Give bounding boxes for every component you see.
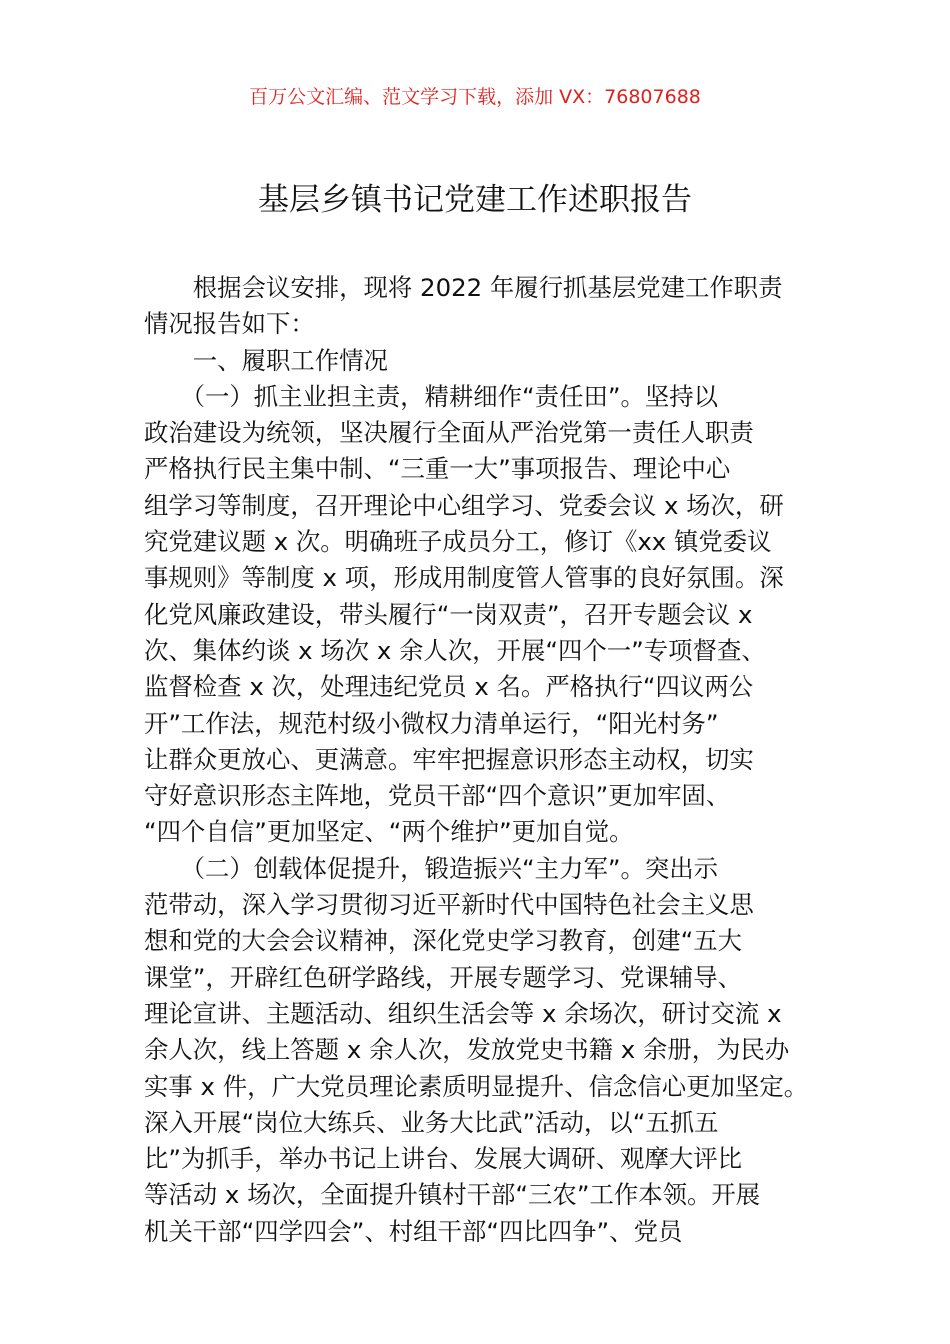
body-line: 政治建设为统领，坚决履行全面从严治党第一责任人职责 bbox=[144, 418, 754, 448]
body-line: 组学习等制度，召开理论中心组学习、党委会议 x 场次，研 bbox=[144, 490, 784, 520]
body-line: 课堂”，开辟红色研学路线，开展专题学习、党课辅导、 bbox=[144, 962, 743, 992]
body-line: 余人次，线上答题 x 余人次，发放党史书籍 x 余册，为民办 bbox=[144, 1035, 790, 1065]
body-line: 守好意识形态主阵地，党员干部“四个意识”更加牢固、 bbox=[144, 781, 731, 811]
section-heading: 一、履职工作情况 bbox=[144, 345, 388, 375]
body-line: 开”工作法，规范村级小微权力清单运行，“阳光村务” bbox=[144, 708, 719, 738]
body-line: 事规则》等制度 x 项，形成用制度管人管事的良好氛围。深 bbox=[144, 563, 784, 593]
header-note: 百万公文汇编、范文学习下载，添加 VX：76807688 bbox=[249, 86, 701, 108]
body-line: 等活动 x 场次，全面提升镇村干部“三农”工作本领。开展 bbox=[144, 1180, 761, 1210]
document-body bbox=[144, 270, 814, 1250]
body-line: （一）抓主业担主责，精耕细作“责任田”。坚持以 bbox=[144, 381, 719, 411]
body-line: 范带动，深入学习贯彻习近平新时代中国特色社会主义思 bbox=[144, 890, 754, 920]
body-line: 次、集体约谈 x 场次 x 余人次，开展“四个一”专项督查、 bbox=[144, 635, 766, 665]
body-line: 想和党的大会会议精神，深化党史学习教育，创建“五大 bbox=[144, 926, 743, 956]
body-line: 情况报告如下： bbox=[144, 309, 315, 339]
body-line: 让群众更放心、更满意。牢牢把握意识形态主动权，切实 bbox=[144, 744, 754, 774]
body-line: 机关干部“四学四会”、村组干部“四比四争”、党员 bbox=[144, 1216, 683, 1246]
body-line: “四个自信”更加坚定、“两个维护”更加自觉。 bbox=[144, 817, 634, 847]
body-line: 根据会议安排，现将 2022 年履行抓基层党建工作职责 bbox=[144, 273, 783, 302]
body-line: 究党建议题 x 次。明确班子成员分工，修订《xx 镇党委议 bbox=[144, 527, 772, 557]
body-line: 监督检查 x 次，处理违纪党员 x 名。严格执行“四议两公 bbox=[144, 672, 754, 702]
document-title: 基层乡镇书记党建工作述职报告 bbox=[258, 182, 692, 218]
body-line: 实事 x 件，广大党员理论素质明显提升、信念信心更加坚定。 bbox=[144, 1071, 809, 1101]
body-line: 严格执行民主集中制、“三重一大”事项报告、理论中心 bbox=[144, 454, 731, 484]
body-line: 理论宣讲、主题活动、组织生活会等 x 余场次，研讨交流 x bbox=[144, 998, 782, 1028]
body-line: 比”为抓手，举办书记上讲台、发展大调研、观摩大评比 bbox=[144, 1144, 743, 1174]
body-line: （二）创载体促提升，锻造振兴“主力军”。突出示 bbox=[144, 853, 719, 883]
body-line: 深入开展“岗位大练兵、业务大比武”活动，以“五抓五 bbox=[144, 1107, 719, 1137]
body-line: 化党风廉政建设，带头履行“一岗双责”，召开专题会议 x bbox=[144, 599, 753, 629]
